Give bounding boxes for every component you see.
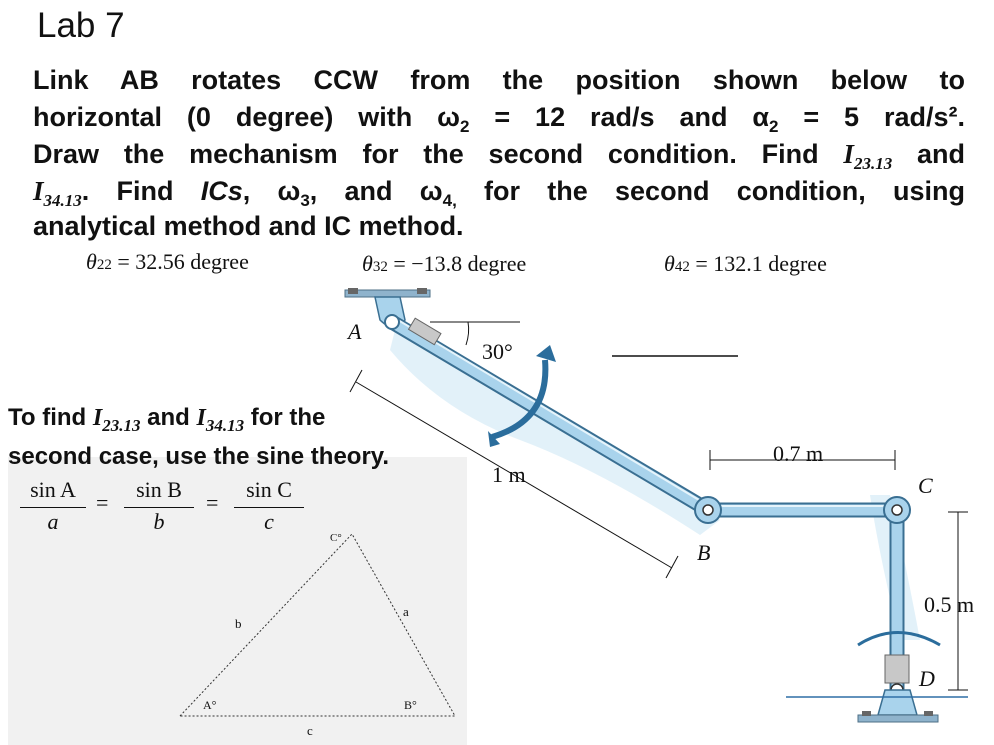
sine-law-formula: sin A a = sin B b = sin C c bbox=[20, 477, 310, 537]
label-c: C bbox=[918, 473, 933, 498]
sine-note-line-1: To find $I_{23.13}$ and $I_{34.13}$ for the bbox=[8, 404, 326, 435]
sine-note-line-2: second case, use the sine theory. bbox=[8, 443, 390, 470]
label-len-cd: 0.5 m bbox=[924, 592, 975, 617]
problem-line-4: $I_{34.13}$. Find ICs, $\omega_3$, and $\omega_{4,}$ for the second condition, using bbox=[33, 176, 966, 210]
triangle-angle-a: A° bbox=[203, 698, 217, 712]
problem-line-1: Link AB rotates CCW from the position shown below to bbox=[33, 65, 965, 95]
triangle-side-b: b bbox=[235, 616, 242, 631]
theta42-value: θ42 = 132.1 degree bbox=[664, 251, 827, 276]
page-title: Lab 7 bbox=[37, 6, 125, 45]
label-a: A bbox=[348, 319, 362, 344]
problem-line-5: analytical method and IC method. bbox=[33, 211, 464, 241]
problem-line-3: Draw the mechanism for the second condition. Find $I_{23.13}$ and bbox=[33, 139, 965, 173]
triangle-side-c: c bbox=[307, 723, 313, 738]
label-d: D bbox=[919, 666, 935, 691]
theta22-value: θ22 = 32.56 degree bbox=[86, 249, 249, 274]
label-len-ab: 1 m bbox=[492, 462, 526, 487]
triangle-side-a: a bbox=[403, 604, 409, 619]
triangle-angle-b: B° bbox=[404, 698, 417, 712]
theta32-value: θ32 = −13.8 degree bbox=[362, 251, 527, 276]
label-len-bc: 0.7 m bbox=[773, 441, 824, 466]
label-b: B bbox=[697, 540, 711, 565]
problem-line-2: horizontal (0 degree) with $\omega_2 = 12$ rad/s and $\alpha_2 = 5$ rad/s². bbox=[33, 102, 965, 136]
triangle-shape bbox=[180, 534, 455, 716]
label-30deg: 30° bbox=[482, 339, 513, 364]
triangle-angle-c: C° bbox=[330, 532, 342, 544]
